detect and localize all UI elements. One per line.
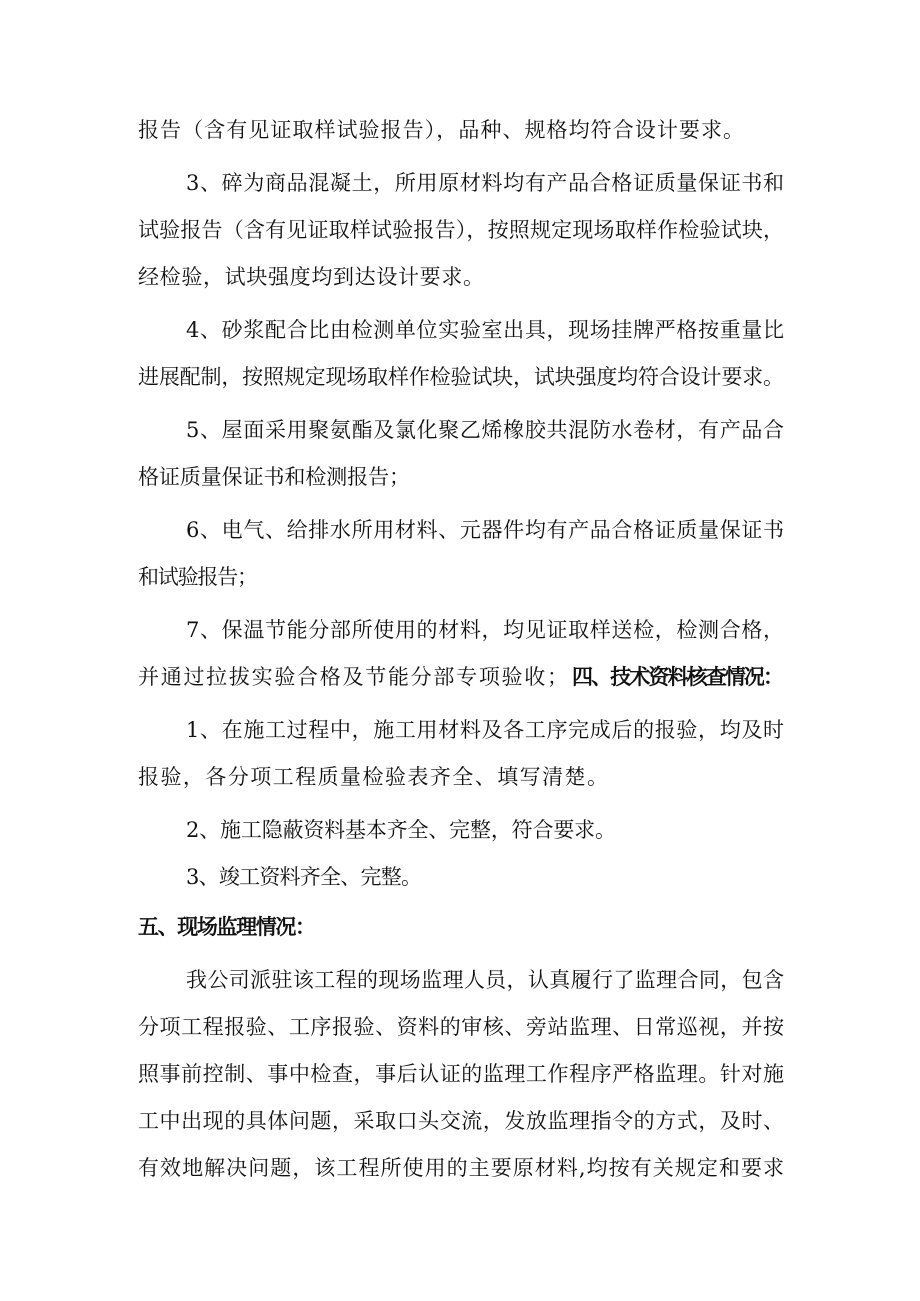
paragraph-line: 经检验，试块强度均到达设计要求。: [138, 265, 485, 289]
paragraph-line: 3、碎为商品混凝土，所用原材料均有产品合格证质量保证书和: [186, 171, 785, 195]
paragraph-line: 和试验报告；: [138, 565, 257, 589]
paragraph-line: 4、砂浆配合比由检测单位实验室出具，现场挂牌严格按重量比: [186, 318, 785, 342]
paragraph-line: 照事前控制、事中检查，事后认证的监理工作程序严格监理。针对施: [138, 1062, 785, 1086]
paragraph-line: 工中出现的具体问题，采取口头交流，发放监理指令的方式，及时、: [138, 1109, 785, 1133]
paragraph-line: 试验报告（含有见证取样试验报告），按照规定现场取样作检验试块，: [138, 218, 785, 242]
section-heading-technical-data: 四、技术资料核查情况：: [572, 665, 783, 689]
paragraph-line: 分项工程报验、工序报验、资料的审核、旁站监理、日常巡视，并按: [138, 1015, 785, 1039]
paragraph-line: 3、竣工资料齐全、完整。: [186, 865, 422, 889]
paragraph-line: 有效地解决问题，该工程所使用的主要原材料,均按有关规定和要求: [138, 1156, 786, 1180]
paragraph-line: 报告（含有见证取样试验报告），品种、规格均符合设计要求。: [138, 118, 746, 142]
paragraph-line: 我公司派驻该工程的现场监理人员，认真履行了监理合同，包含: [186, 968, 785, 992]
paragraph-line: 6、电气、给排水所用材料、元器件均有产品合格证质量保证书: [186, 518, 785, 542]
paragraph-line: 报验，各分项工程质量检验表齐全、填写清楚。: [138, 765, 610, 789]
paragraph-line: 5、屋面采用聚氨酯及氯化聚乙烯橡胶共混防水卷材，有产品合: [186, 418, 785, 442]
section-heading-site-supervision: 五、现场监理情况：: [138, 915, 315, 939]
paragraph-line: 进展配制，按照规定现场取样作检验试块，试块强度均符合设计要求。: [138, 365, 784, 389]
paragraph-line: 2、施工隐蔽资料基本齐全、完整，符合要求。: [186, 818, 616, 842]
paragraph-line: 并通过拉拔实验合格及节能分部专项验收；: [138, 665, 570, 689]
paragraph-line: 1、在施工过程中，施工用材料及各工序完成后的报验，均及时: [186, 718, 785, 742]
paragraph-line: 格证质量保证书和检测报告；: [138, 465, 410, 489]
paragraph-line: 7、保温节能分部所使用的材料，均见证取样送检，检测合格，: [186, 618, 785, 642]
